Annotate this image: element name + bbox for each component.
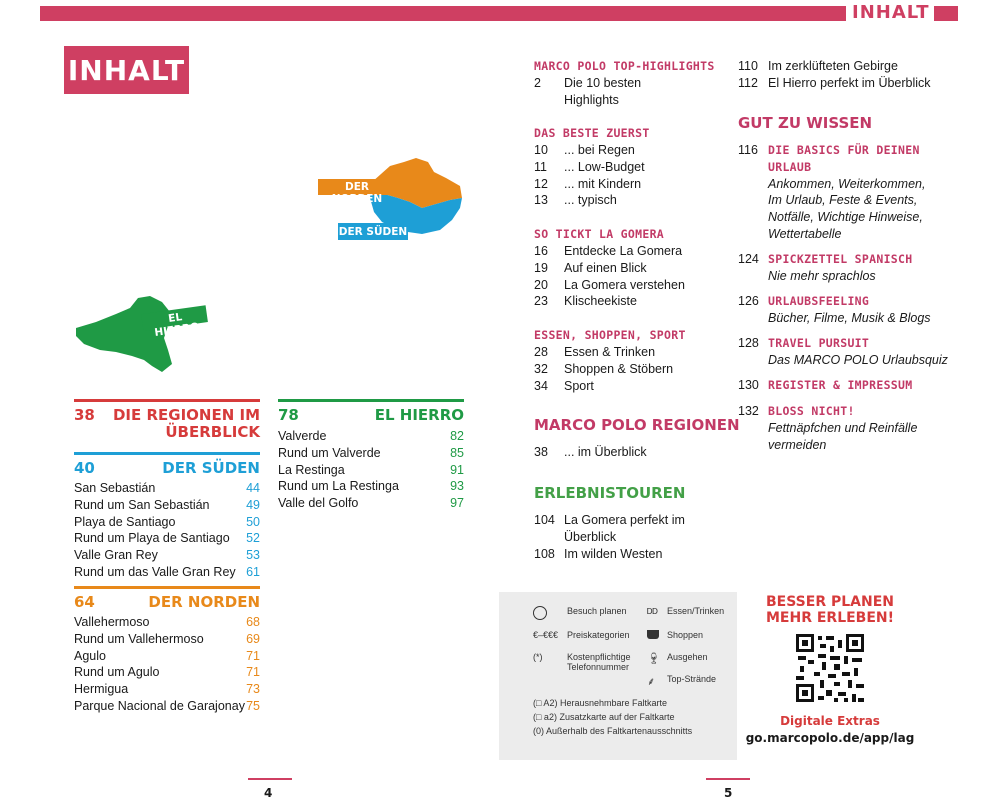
toc-num: 128: [738, 336, 759, 350]
region-sueden-heading[interactable]: [74, 452, 260, 477]
toc-num: 16: [534, 244, 548, 258]
region-entry[interactable]: [74, 648, 260, 665]
toc-title: SPICKZETTEL SPANISCH: [768, 252, 913, 266]
region-entry[interactable]: [278, 478, 464, 495]
region-entry[interactable]: [278, 445, 464, 462]
region-sueden-title: DER SÜDEN: [162, 459, 260, 477]
toc-row[interactable]: [534, 142, 645, 159]
toc-title: BLOSS NICHT!: [768, 404, 855, 418]
header-bar-end: [934, 6, 958, 21]
region-entry-page: 75: [246, 698, 260, 713]
toc-row[interactable]: [738, 58, 898, 75]
toc-text: Shoppen & Stöbern: [564, 361, 674, 376]
region-norden-heading[interactable]: [74, 586, 260, 611]
toc-num: 112: [738, 76, 758, 90]
toc-text: Im zerklüfteten Gebirge: [768, 59, 898, 73]
region-entry-name: Rund um La Restinga: [278, 479, 399, 494]
region-entry-name: Rund um Vallehermoso: [74, 631, 204, 646]
toc-text: Sport: [564, 378, 594, 393]
toc-row[interactable]: [738, 403, 917, 453]
toc-row[interactable]: [534, 361, 673, 378]
region-hierro-heading[interactable]: [278, 399, 464, 424]
toc-num: 28: [534, 345, 548, 359]
region-entry[interactable]: [278, 428, 464, 445]
cutlery-icon: ᴰᴰ: [647, 606, 658, 620]
section-essen-title: ESSEN, SHOPPEN, SPORT: [534, 328, 686, 342]
region-entry-name: Parque Nacional de Garajonay: [74, 698, 245, 713]
extras-url[interactable]: go.marcopolo.de/app/lag: [745, 731, 915, 745]
toc-row[interactable]: [534, 293, 685, 310]
toc-text: ... im Überblick: [564, 445, 647, 459]
legend-shoppen: Shoppen: [667, 630, 704, 640]
map-label-sueden: DER SÜDEN: [338, 226, 408, 238]
toc-row[interactable]: [738, 142, 925, 243]
toc-text: Auf einen Blick: [564, 260, 647, 275]
region-entry-name: Valle del Golfo: [278, 496, 359, 511]
page-number-right: 5: [724, 786, 733, 800]
toc-num: 10: [534, 143, 548, 157]
toc-title: DIE BASICS FÜR DEINEN: [768, 143, 920, 157]
toc-row[interactable]: [534, 378, 673, 395]
legend-ausgehen: Ausgehen: [667, 652, 708, 662]
toc-text: El Hierro perfekt im Überblick: [768, 76, 931, 90]
section-tickt-title: SO TICKT LA GOMERA: [534, 227, 665, 241]
toc-text: ... mit Kindern: [564, 176, 642, 191]
region-entry-name: La Restinga: [278, 462, 345, 477]
toc-sub: Das MARCO POLO Urlaubsquiz: [768, 352, 948, 367]
region-entry-page: 53: [246, 548, 260, 563]
region-entry-page: 71: [246, 648, 260, 663]
region-entry[interactable]: [74, 564, 260, 581]
region-entry[interactable]: [74, 497, 260, 514]
legend-cost-symbol: (*): [533, 652, 543, 662]
regions-overview: [74, 399, 260, 441]
toc-row[interactable]: [738, 377, 912, 394]
region-entry-page: 93: [450, 479, 464, 494]
region-entry-page: 82: [450, 429, 464, 443]
toc-num: 110: [738, 59, 758, 73]
toc-sub: Bücher, Filme, Musik & Blogs: [768, 310, 931, 325]
region-entry-name: Valverde: [278, 429, 327, 443]
region-entry-name: Valle Gran Rey: [74, 548, 158, 563]
section-wissen-title: GUT ZU WISSEN: [738, 114, 873, 132]
regions-overview-heading[interactable]: [74, 399, 260, 441]
toc-row[interactable]: [738, 293, 931, 327]
region-entry-name: San Sebastián: [74, 481, 156, 495]
extras-line2: MEHR ERLEBEN!: [765, 610, 895, 626]
legend-karte1: (□ A2) Herausnehmbare Faltkarte: [533, 698, 667, 708]
region-norden-num: 64: [74, 593, 95, 611]
toc-num: 130: [738, 378, 759, 392]
map-label-norden: DER NORDEN: [331, 181, 383, 205]
page-number-rule: [248, 778, 292, 780]
toc-num: 20: [534, 277, 548, 292]
region-entry-name: Rund um Agulo: [74, 665, 160, 680]
region-entry-page: 49: [246, 497, 260, 512]
section-regionen-title: MARCO POLO REGIONEN: [534, 416, 740, 434]
region-entry[interactable]: [74, 547, 260, 564]
toc-text: La Gomera verstehen: [564, 277, 685, 292]
glass-icon: 🍷︎: [647, 653, 661, 665]
toc-row[interactable]: [534, 344, 673, 361]
region-entry-name: Rund um Valverde: [278, 445, 381, 460]
toc-row[interactable]: [534, 159, 645, 176]
legend-price-symbol: €–€€€: [533, 630, 559, 640]
legend-karte3: (0) Außerhalb des Faltkartenausschnitts: [533, 726, 693, 736]
toc-num: 13: [534, 193, 548, 208]
region-entry-page: 73: [246, 682, 260, 697]
region-entry-page: 69: [246, 631, 260, 646]
region-entry[interactable]: [74, 631, 260, 648]
qr-code[interactable]: [794, 632, 866, 704]
legend-essen: Essen/Trinken: [667, 606, 725, 616]
region-entry-name: Agulo: [74, 648, 106, 663]
region-entry[interactable]: [74, 480, 260, 497]
toc-row[interactable]: [534, 444, 647, 461]
toc-num: 34: [534, 378, 548, 393]
legend-preis: Preiskategorien: [567, 630, 630, 640]
toc-row[interactable]: [534, 546, 662, 563]
toc-row[interactable]: [738, 75, 931, 92]
legend-kosten-cont: Telefonnummer: [567, 662, 630, 672]
toc-sub: vermeiden: [768, 437, 827, 452]
page-number-left: 4: [264, 786, 273, 800]
toc-row[interactable]: [534, 75, 641, 109]
toc-row[interactable]: [534, 277, 685, 294]
toc-text: Die 10 besten: [564, 76, 642, 90]
header-label: INHALT: [852, 2, 930, 23]
region-hierro: [278, 399, 464, 512]
toc-text: ... bei Regen: [564, 143, 635, 157]
toc-row[interactable]: [534, 512, 685, 546]
toc-text: ... typisch: [564, 193, 617, 208]
toc-text-cont: Überblick: [564, 529, 617, 544]
legend-strand: Top-Strände: [667, 674, 717, 684]
regions-overview-num: 38: [74, 406, 95, 424]
toc-num: 126: [738, 294, 759, 308]
region-entry-page: 61: [246, 564, 260, 579]
region-sueden-num: 40: [74, 459, 95, 477]
section-highlights-title: MARCO POLO TOP-HIGHLIGHTS: [534, 59, 715, 73]
region-entry[interactable]: [278, 462, 464, 479]
region-entry-name: Playa de Santiago: [74, 514, 176, 529]
region-entry[interactable]: [74, 664, 260, 681]
clock-icon: [533, 606, 547, 620]
region-hierro-num: 78: [278, 406, 299, 424]
toc-text: ... Low-Budget: [564, 159, 645, 174]
toc-row[interactable]: [738, 251, 912, 285]
palm-icon: ⸙: [647, 676, 656, 688]
legend-box: [499, 592, 737, 760]
region-hierro-title: EL HIERRO: [374, 406, 464, 424]
toc-num: 2: [534, 76, 541, 90]
section-touren-title: ERLEBNISTOUREN: [534, 484, 686, 502]
region-entry-name: Vallehermoso: [74, 615, 150, 629]
region-entry-page: 71: [246, 665, 260, 680]
region-entry[interactable]: [74, 698, 260, 715]
region-entry-name: Rund um San Sebastián: [74, 497, 210, 512]
region-entry[interactable]: [278, 495, 464, 512]
toc-row[interactable]: [534, 192, 645, 209]
toc-sub: Wettertabelle: [768, 226, 842, 241]
region-entry-page: 44: [246, 481, 260, 495]
region-entry-page: 50: [246, 514, 260, 529]
toc-text: Essen & Trinken: [564, 345, 656, 359]
toc-text: Entdecke La Gomera: [564, 244, 683, 258]
toc-num: 32: [534, 361, 548, 376]
toc-title: URLAUBSFEELING: [768, 294, 870, 308]
region-entry-name: Hermigua: [74, 682, 129, 697]
toc-row[interactable]: [738, 335, 948, 369]
toc-num: 12: [534, 176, 548, 191]
region-entry[interactable]: [74, 681, 260, 698]
toc-sub: Im Urlaub, Feste & Events,: [768, 193, 918, 208]
toc-sub: Ankommen, Weiterkommen,: [768, 176, 926, 191]
toc-title: REGISTER & IMPRESSUM: [768, 378, 913, 392]
toc-row[interactable]: [534, 260, 685, 277]
legend-kosten: Kostenpflichtige: [567, 652, 631, 662]
region-entry-name: Rund um das Valle Gran Rey: [74, 564, 236, 579]
toc-num: 104: [534, 513, 555, 527]
legend-besuch: Besuch planen: [567, 606, 627, 616]
toc-num: 11: [534, 159, 547, 174]
toc-title-cont: URLAUB: [768, 159, 812, 174]
toc-text: La Gomera perfekt im: [564, 513, 685, 527]
region-entry-page: 97: [450, 496, 464, 511]
map-label-hierro: EL HIERRO: [153, 311, 200, 340]
region-entry[interactable]: [74, 514, 260, 531]
regions-overview-title: DIE REGIONEN IM ÜBERBLICK: [112, 406, 260, 441]
toc-sub: Notfälle, Wichtige Hinweise,: [768, 210, 923, 225]
extras-promo: [760, 594, 900, 626]
region-sueden: [74, 452, 260, 581]
toc-text: Klischeekiste: [564, 294, 637, 309]
region-entry-page: 85: [450, 445, 464, 460]
toc-num: 124: [738, 252, 759, 266]
region-norden: [74, 586, 260, 715]
header-bar: [40, 6, 846, 21]
region-entry-page: 52: [246, 531, 260, 546]
toc-num: 116: [738, 143, 758, 157]
region-norden-title: DER NORDEN: [148, 593, 260, 611]
toc-row[interactable]: [534, 176, 645, 193]
extras-line1: BESSER PLANEN: [765, 594, 894, 610]
el-hierro-map: [72, 290, 212, 380]
toc-sub: Fettnäpfchen und Reinfälle: [768, 420, 918, 435]
toc-num: 23: [534, 294, 548, 309]
extras-digital: Digitale Extras: [780, 714, 880, 728]
toc-text-cont: Highlights: [564, 92, 619, 107]
toc-title: TRAVEL PURSUIT: [768, 336, 870, 350]
toc-num: 38: [534, 445, 548, 459]
page-number-rule: [706, 778, 750, 780]
region-entry[interactable]: [74, 530, 260, 547]
region-entry[interactable]: [74, 614, 260, 631]
region-entry-page: 91: [450, 462, 464, 477]
toc-num: 19: [534, 260, 548, 275]
toc-sub: Nie mehr sprachlos: [768, 268, 876, 283]
legend-karte2: (□ a2) Zusatzkarte auf der Faltkarte: [533, 712, 675, 722]
toc-num: 108: [534, 547, 555, 561]
toc-num: 132: [738, 404, 759, 418]
toc-row[interactable]: [534, 243, 685, 260]
region-entry-name: Rund um Playa de Santiago: [74, 531, 230, 546]
page-title: INHALT: [64, 46, 189, 94]
toc-text: Im wilden Westen: [564, 547, 663, 561]
basket-icon: [647, 630, 659, 639]
region-entry-page: 68: [246, 615, 260, 629]
section-zuerst-title: DAS BESTE ZUERST: [534, 126, 650, 140]
